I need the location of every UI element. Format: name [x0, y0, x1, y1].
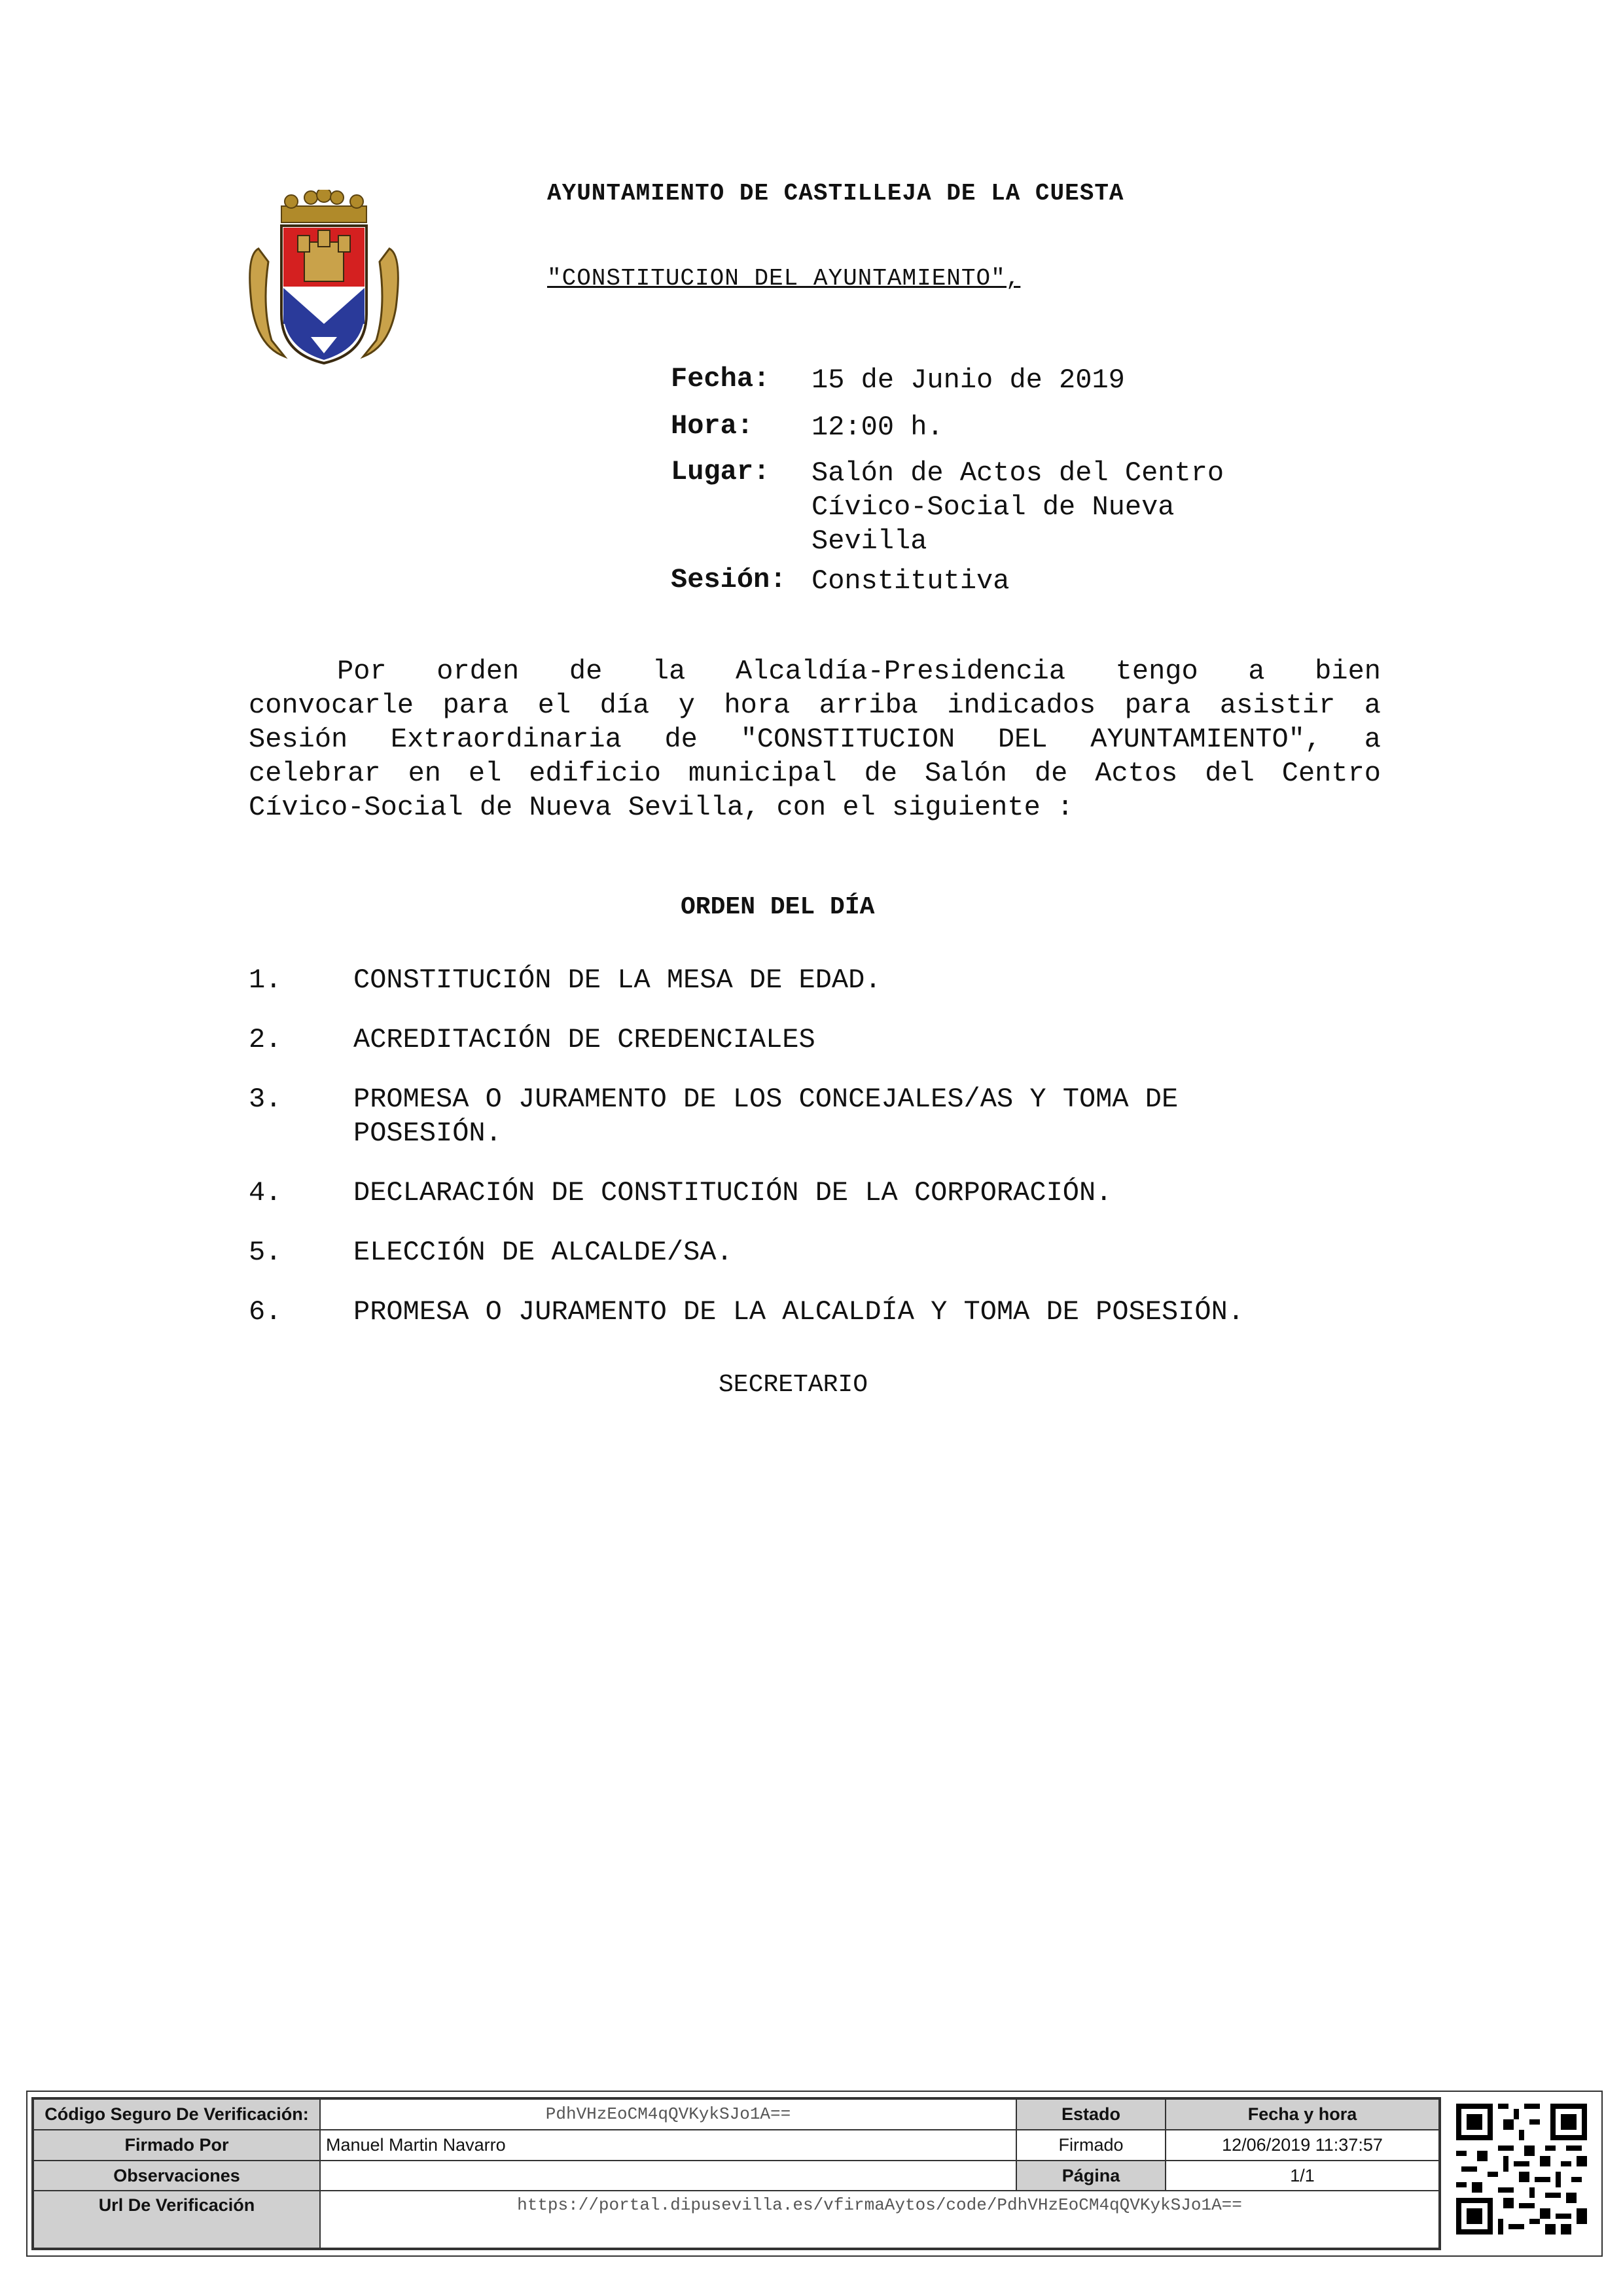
csv-value: PdhVHzEoCM4qQVKykSJo1A== [320, 2099, 1016, 2130]
meta-hora [671, 410, 944, 444]
meta-fecha [671, 363, 1125, 397]
agenda-item [249, 963, 882, 997]
firmado-por-value: Manuel Martin Navarro [320, 2130, 1016, 2161]
agenda-item-line: POSESIÓN. [353, 1118, 502, 1149]
sesion-value: Constitutiva [812, 565, 1010, 597]
agenda-item-number: 2. [249, 1024, 282, 1055]
url-label: Url De Verificación [33, 2191, 320, 2248]
lugar-line: Salón de Actos del Centro [812, 457, 1224, 489]
estado-header: Estado [1016, 2099, 1166, 2130]
organization-title: AYUNTAMIENTO DE CASTILLEJA DE LA CUESTA [547, 180, 1124, 207]
agenda-item [249, 1295, 1244, 1329]
pagina-value: 1/1 [1166, 2161, 1439, 2191]
meta-sesion [671, 564, 1009, 598]
fecha-hora-header: Fecha y hora [1166, 2099, 1439, 2130]
agenda-item-text: CONSTITUCIÓN DE LA MESA DE EDAD. [353, 964, 882, 996]
lugar-value [812, 456, 1224, 558]
csv-label: Código Seguro De Verificación: [33, 2099, 320, 2130]
agenda-item-text: DECLARACIÓN DE CONSTITUCIÓN DE LA CORPORACIÓN. [353, 1177, 1113, 1209]
paragraph-line: convocarle para el día y hora arriba indicados para asistir a [249, 690, 1381, 721]
observaciones-value [320, 2161, 1016, 2191]
agenda-item-line: PROMESA O JURAMENTO DE LOS CONCEJALES/AS Y TOMA DE [353, 1084, 1179, 1115]
firmado-por-label: Firmado Por [33, 2130, 320, 2161]
observaciones-label: Observaciones [33, 2161, 320, 2191]
agenda-item-text [353, 1082, 1178, 1150]
meta-lugar [671, 456, 1224, 558]
fecha-value: 15 de Junio de 2019 [812, 364, 1125, 396]
url-value[interactable]: https://portal.dipusevilla.es/vfirmaAytos/code/PdhVHzEoCM4qQVKykSJo1A== [320, 2191, 1439, 2248]
sesion-label: Sesión: [671, 564, 787, 595]
agenda-item-number: 5. [249, 1237, 282, 1268]
estado-value: Firmado [1016, 2130, 1166, 2161]
lugar-line: Cívico-Social de Nueva [812, 491, 1175, 523]
hora-value: 12:00 h. [812, 412, 944, 443]
session-title: "CONSTITUCION DEL AYUNTAMIENTO", [547, 265, 1021, 292]
qr-code-icon [1456, 2104, 1587, 2234]
agenda-item-text: ELECCIÓN DE ALCALDE/SA. [353, 1237, 733, 1268]
paragraph-line: Sesión Extraordinaria de "CONSTITUCION DEL AYUNTAMIENTO", a [249, 724, 1381, 755]
lugar-line: Sevilla [812, 525, 927, 557]
agenda-item [249, 1176, 1112, 1210]
paragraph-line: celebrar en el edificio municipal de Salón de Actos del Centro [249, 758, 1381, 789]
fecha-label: Fecha: [671, 363, 770, 395]
agenda-item-number: 1. [249, 964, 282, 996]
convocation-paragraph [249, 654, 1381, 824]
verification-table [31, 2097, 1441, 2250]
paragraph-line: Cívico-Social de Nueva Sevilla, con el siguiente : [249, 792, 1074, 823]
agenda-item-number: 4. [249, 1177, 282, 1209]
agenda-title: ORDEN DEL DÍA [681, 893, 875, 921]
pagina-label: Página [1016, 2161, 1166, 2191]
signature-role: SECRETARIO [719, 1371, 868, 1399]
agenda-item-text: PROMESA O JURAMENTO DE LA ALCALDÍA Y TOMA DE POSESIÓN. [353, 1296, 1245, 1328]
coat-of-arms-icon [245, 190, 402, 373]
agenda-item [249, 1023, 815, 1057]
agenda-item-number: 3. [249, 1084, 282, 1115]
fecha-hora-value: 12/06/2019 11:37:57 [1166, 2130, 1439, 2161]
hora-label: Hora: [671, 410, 754, 442]
agenda-item-text: ACREDITACIÓN DE CREDENCIALES [353, 1024, 815, 1055]
agenda-item [249, 1235, 733, 1269]
agenda-item [249, 1082, 1178, 1150]
paragraph-line: Por orden de la Alcaldía-Presidencia tengo a bien [337, 656, 1381, 687]
agenda-item-number: 6. [249, 1296, 282, 1328]
lugar-label: Lugar: [671, 456, 770, 487]
